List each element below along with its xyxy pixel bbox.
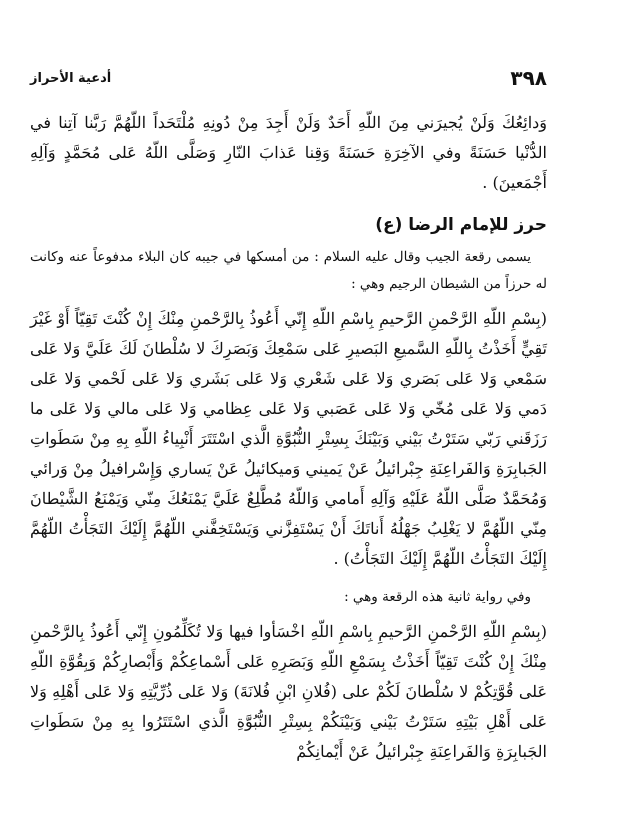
second-narration-intro: وفي رواية ثانية هذه الرقعة وهي : bbox=[344, 589, 531, 605]
continued-supplication: وَدائِعُكَ وَلَنْ يُجيرَني مِنَ اللّهِ أَحَدٌ وَلَنْ أَجِدَ مِنْ دُونِهِ مُلْتَحَداً اللّهُمَّ رَبَّنا آتِنا في الدُّنْيا حَسَنَةً وفي الآخِرَةِ حَسَنَةً وَقِنا عَذابَ النّارِ وَصَلَّى اللّهُ عَلى مُحَمَّدٍ وَآلِهِ أَجْمَعينَ) . bbox=[30, 113, 547, 192]
page-number: ٣٩٨ bbox=[510, 66, 547, 90]
intro-paragraph: يسمى رقعة الجيب وقال عليه السلام : من أمسكها في جيبه كان البلاء مدفوعاً عنه وكانت له حرزاً من الشيطان الرجيم وهي : bbox=[30, 249, 547, 292]
section-heading: حرز للإمام الرضا (ع) bbox=[375, 215, 547, 235]
page-header bbox=[30, 64, 547, 92]
second-hirz-text: (بِسْمِ اللّهِ الرَّحْمنِ الرَّحيمِ بِاسْمِ اللّهِ اخْسَأوا فيها وَلا تُكَلِّمُونِ إِنّي أَعُوذُ بِالرَّحْمنِ مِنْكَ إِنْ كُنْتَ تَقِيّاً أَخَذْتُ بِسَمْعِ اللّهِ وَبَصَرِهِ عَلى أَسْماعِكُمْ وَأَبْصارِكُمْ وَبِقُوَّةِ اللّهِ عَلى قُوَّتِكُمْ لا سُلْطانَ لَكُمْ على (فُلانِ ابْنِ فُلانَةَ) وَلا عَلى ذُرِّيَّتِهِ وَلا عَلى أَهْلِهِ وَلا عَلى أَهْلِ بَيْتِهِ سَتَرْتُ بَيْني وَبَيْنَكُمْ بِسِتْرِ النُّبُوَّةِ الَّذي اسْتَتَرُوا بِهِ مِنْ سَطَواتِ الجَبابِرَةِ وَالفَراعِنَةِ جِبْرائيلُ عَنْ أَيْمانِكُمْ bbox=[30, 622, 547, 761]
page-content bbox=[30, 108, 547, 767]
hirz-text: (بِسْمِ اللّهِ الرَّحْمنِ الرَّحيمِ بِاسْمِ اللّهِ إِنّي أَعُوذُ بِالرَّحْمنِ مِنْكَ إِنْ كُنْتَ تَقِيّاً أَوْ غَيْرَ تَقِيٍّ أَخَذْتُ بِاللّهِ السَّميعِ البَصيرِ عَلى سَمْعِكَ وَبَصَرِكَ لا سُلْطانَ لَكَ عَلَيَّ وَلا عَلى سَمْعي وَلا عَلى بَصَري وَلا عَلى شَعْري وَلا عَلى بَشَري وَلا عَلى لَحْمي وَلا عَلى دَمي وَلا عَلى مُخّي وَلا عَلى عَصَبي وَلا عَلى عِظامي وَلا عَلى مالي وَلا عَلى ما رَزَقَني رَبّي سَتَرْتُ بَيْني وَبَيْنَكَ بِسِتْرِ النُّبُوَّةِ الَّذي اسْتَتَرَ أَنْبِياءُ اللّهِ بِهِ مِنْ سَطَواتِ الجَبابِرَةِ وَالفَراعِنَةِ جِبْرائيلُ عَنْ يَميني وَميكائيلُ عَنْ يَساري وَإِسْرافيلُ مِنْ وَرائي وَمُحَمَّدٌ صَلَّى اللّهُ عَلَيْهِ وَآلِهِ أَمامي وَاللّهُ مُطَّلِعٌ عَلَيَّ يَمْنَعُكَ مِنّي وَيَمْنَعُ الشَّيْطانَ مِنّي اللّهُمَّ لا يَغْلِبُ جَهْلُهُ أَناتَكَ أَنْ يَسْتَفِزَّني وَيَسْتَخِفَّني اللّهُمَّ إِلَيْكَ التَجَأْتُ اللّهُمَّ إِلَيْكَ التَجَأْتُ اللّهُمَّ إِلَيْكَ التَجَأْتُ) . bbox=[30, 309, 548, 568]
running-title: أدعية الأحراز bbox=[30, 70, 112, 86]
